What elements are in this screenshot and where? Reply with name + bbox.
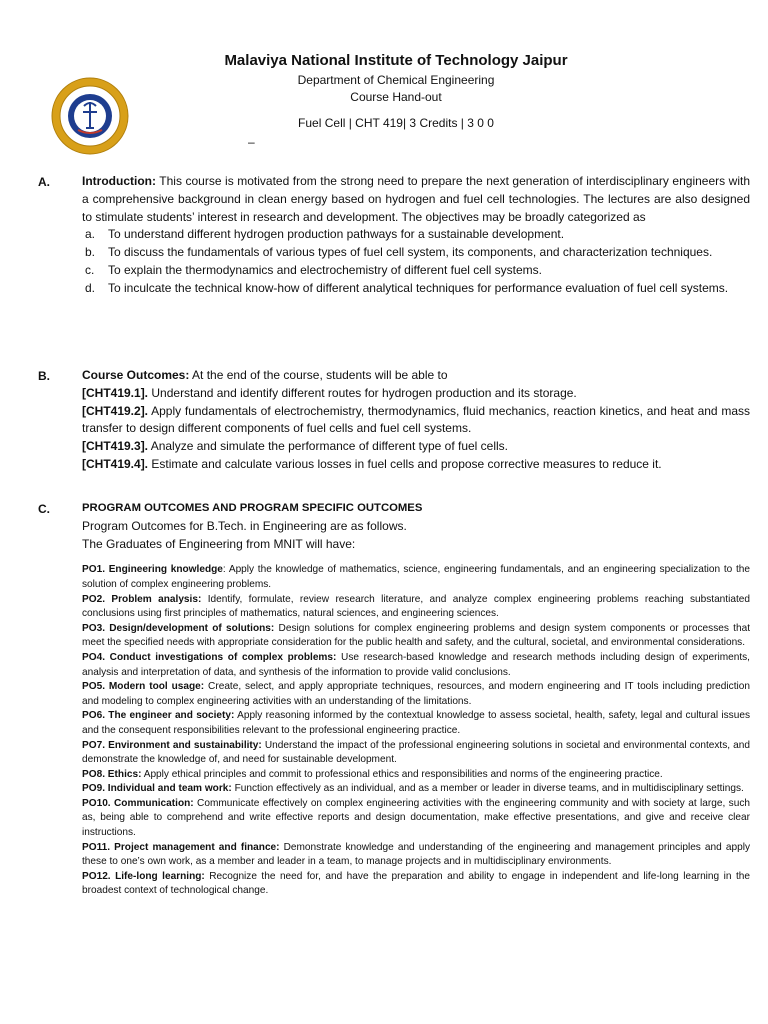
institute-name: Malaviya National Institute of Technology Jaipur — [224, 52, 568, 69]
po-text: : Apply the knowledge of mathematics, science, engineering fundamentals, and an engineering specialization to the solution of complex engineering problems. — [82, 564, 750, 590]
list-item-text: To discuss the fundamentals of various types of fuel cell system, its components, and characterization techniques. — [108, 245, 713, 260]
program-outcome — [82, 709, 750, 738]
po-text: Create, select, and apply appropriate techniques, resources, and modern engineering and IT tools including prediction and modeling to complex engineering activities with an understanding of the limitations. — [82, 681, 750, 707]
list-item — [82, 262, 750, 280]
section-c-heading — [82, 500, 750, 518]
course-outcome — [82, 456, 750, 474]
outcome-text: Apply fundamentals of electrochemistry, thermodynamics, fluid mechanics, reaction kinetics, and heat and mass transfer to design different components of fuel cells and fuel cell systems. — [82, 403, 750, 436]
po-text: Identify, formulate, review research literature, and analyze complex engineering problems reaching substantiated conclusions using first principles of mathematics, natural sciences, and engineering sciences. — [82, 593, 750, 620]
section-a-body — [82, 173, 750, 298]
department-name: Department of Chemical Engineering — [297, 73, 495, 87]
po-text: Function effectively as an individual, and as a member or leader in diverse teams, and in multidisciplinary settings. — [231, 783, 744, 795]
objectives-list — [82, 226, 750, 297]
section-c-body — [82, 500, 750, 899]
po-title: PO11. Project management and finance: — [82, 841, 280, 853]
course-outcome — [82, 438, 750, 456]
section-c-line2: The Graduates of Engineering from MNIT will have: — [82, 536, 356, 551]
section-c-line1: Program Outcomes for B.Tech. in Engineering are as follows. — [82, 518, 407, 533]
section-b-intro — [82, 367, 750, 385]
po-text: Communicate effectively on complex engineering activities with the engineering community and with society at large, such as, being able to comprehend and write effective reports and design documentation, make effective presentations, and give and receive clear instructions. — [82, 797, 751, 839]
outcome-code: [CHT419.4]. — [82, 456, 149, 471]
list-item — [82, 244, 750, 262]
list-marker: b. — [85, 245, 96, 260]
po-title: PO10. Communication: — [82, 797, 194, 809]
po-title: PO7. Environment and sustainability: — [82, 739, 262, 751]
institute-logo-icon — [50, 76, 130, 156]
section-b-heading: Course Outcomes: — [82, 368, 190, 382]
po-title: PO4. Conduct investigations of complex problems: — [82, 651, 337, 663]
program-outcomes-list — [82, 563, 750, 899]
po-title: PO8. Ethics: — [82, 768, 142, 780]
section-b-body — [82, 367, 750, 474]
po-title: PO12. Life-long learning: — [82, 870, 205, 882]
po-text: Understand the impact of the professional engineering solutions in societal and environmental contexts, and demonstrate the knowledge of, and need for sustainable development. — [82, 739, 751, 766]
outcome-code: [CHT419.1]. — [82, 385, 149, 400]
program-outcome — [82, 768, 750, 783]
section-a-heading: Introduction: — [82, 174, 156, 188]
list-item-text: To understand different hydrogen production pathways for a sustainable development. — [108, 227, 565, 242]
po-text: Design solutions for complex engineering problems and design system components or processes that meet the specified needs with appropriate consideration for the public health and safety, and the cultural, societal, and environmental considerations. — [82, 622, 751, 649]
course-outcome — [82, 403, 750, 439]
program-outcome — [82, 870, 750, 899]
list-item-text: To explain the thermodynamics and electrochemistry of different fuel cell systems. — [108, 262, 542, 277]
po-title: PO5. Modern tool usage: — [82, 681, 205, 693]
list-item — [82, 226, 750, 244]
program-outcome — [82, 739, 750, 768]
program-outcome — [82, 797, 750, 841]
po-title: PO2. Problem analysis: — [82, 593, 202, 605]
po-title: PO9. Individual and team work: — [82, 783, 232, 795]
po-text: Apply ethical principles and commit to professional ethics and responsibilities and norms of the engineering practice. — [141, 768, 663, 780]
list-item-text: To inculcate the technical know-how of different analytical techniques for performance evaluation of fuel cell systems. — [108, 280, 729, 295]
outcome-text: Understand and identify different routes for hydrogen production and its storage. — [151, 385, 577, 400]
po-title: PO3. Design/development of solutions: — [82, 622, 275, 634]
section-a-intro-text: This course is motivated from the strong need to prepare the next generation of interdisciplinary engineers with a comprehensive background in clean energy based on hydrogen and fuel cell technologies. The lectures are also designed to stimulate students’ interest in research and development. The objectives may be broadly categorized as — [82, 174, 750, 224]
list-item — [82, 280, 750, 298]
list-marker: d. — [85, 280, 96, 295]
section-b-intro-text: At the end of the course, students will be able to — [192, 368, 448, 382]
program-outcome — [82, 841, 750, 870]
outcome-code: [CHT419.3]. — [82, 439, 149, 454]
header-dash: – — [248, 135, 255, 149]
program-outcome — [82, 680, 750, 709]
section-c-label: C. — [38, 502, 50, 516]
section-b-label: B. — [38, 369, 50, 383]
program-outcome — [82, 593, 750, 622]
course-outcome — [82, 385, 750, 403]
program-outcome — [82, 782, 750, 797]
po-text: Use research-based knowledge and research methods including design of experiments, analysis and interpretation of data, and synthesis of the information to provide valid conclusions. — [82, 651, 750, 678]
outcome-text: Analyze and simulate the performance of different type of fuel cells. — [150, 439, 509, 454]
list-marker: c. — [85, 262, 95, 277]
program-outcome — [82, 563, 750, 592]
course-info: Fuel Cell | CHT 419| 3 Credits | 3 0 0 — [298, 116, 494, 130]
document-header — [0, 48, 768, 158]
po-text: Apply reasoning informed by the contextual knowledge to assess societal, health, safety, legal and cultural issues and the consequent responsibilities relevant to the professional engineering practice. — [82, 710, 750, 736]
list-marker: a. — [85, 227, 96, 242]
document-type: Course Hand-out — [350, 90, 442, 104]
po-title: PO6. The engineer and society: — [82, 710, 235, 722]
section-c-heading-text: PROGRAM OUTCOMES AND PROGRAM SPECIFIC OUTCOMES — [82, 502, 423, 514]
section-a-intro — [82, 173, 750, 226]
program-outcome — [82, 651, 750, 680]
program-outcome — [82, 622, 750, 651]
outcome-text: Estimate and calculate various losses in fuel cells and propose corrective measures to reduce it. — [151, 456, 662, 471]
po-title: PO1. Engineering knowledge — [82, 564, 223, 576]
section-a-label: A. — [38, 175, 50, 189]
po-text: Demonstrate knowledge and understanding of the engineering and management principles and apply these to one’s own work, as a member and leader in a team, to manage projects and in multidisciplinary environments. — [82, 841, 750, 868]
outcome-code: [CHT419.2]. — [82, 403, 149, 418]
po-text: Recognize the need for, and have the preparation and ability to engage in independent and life-long learning in the broadest context of technological change. — [82, 870, 750, 897]
